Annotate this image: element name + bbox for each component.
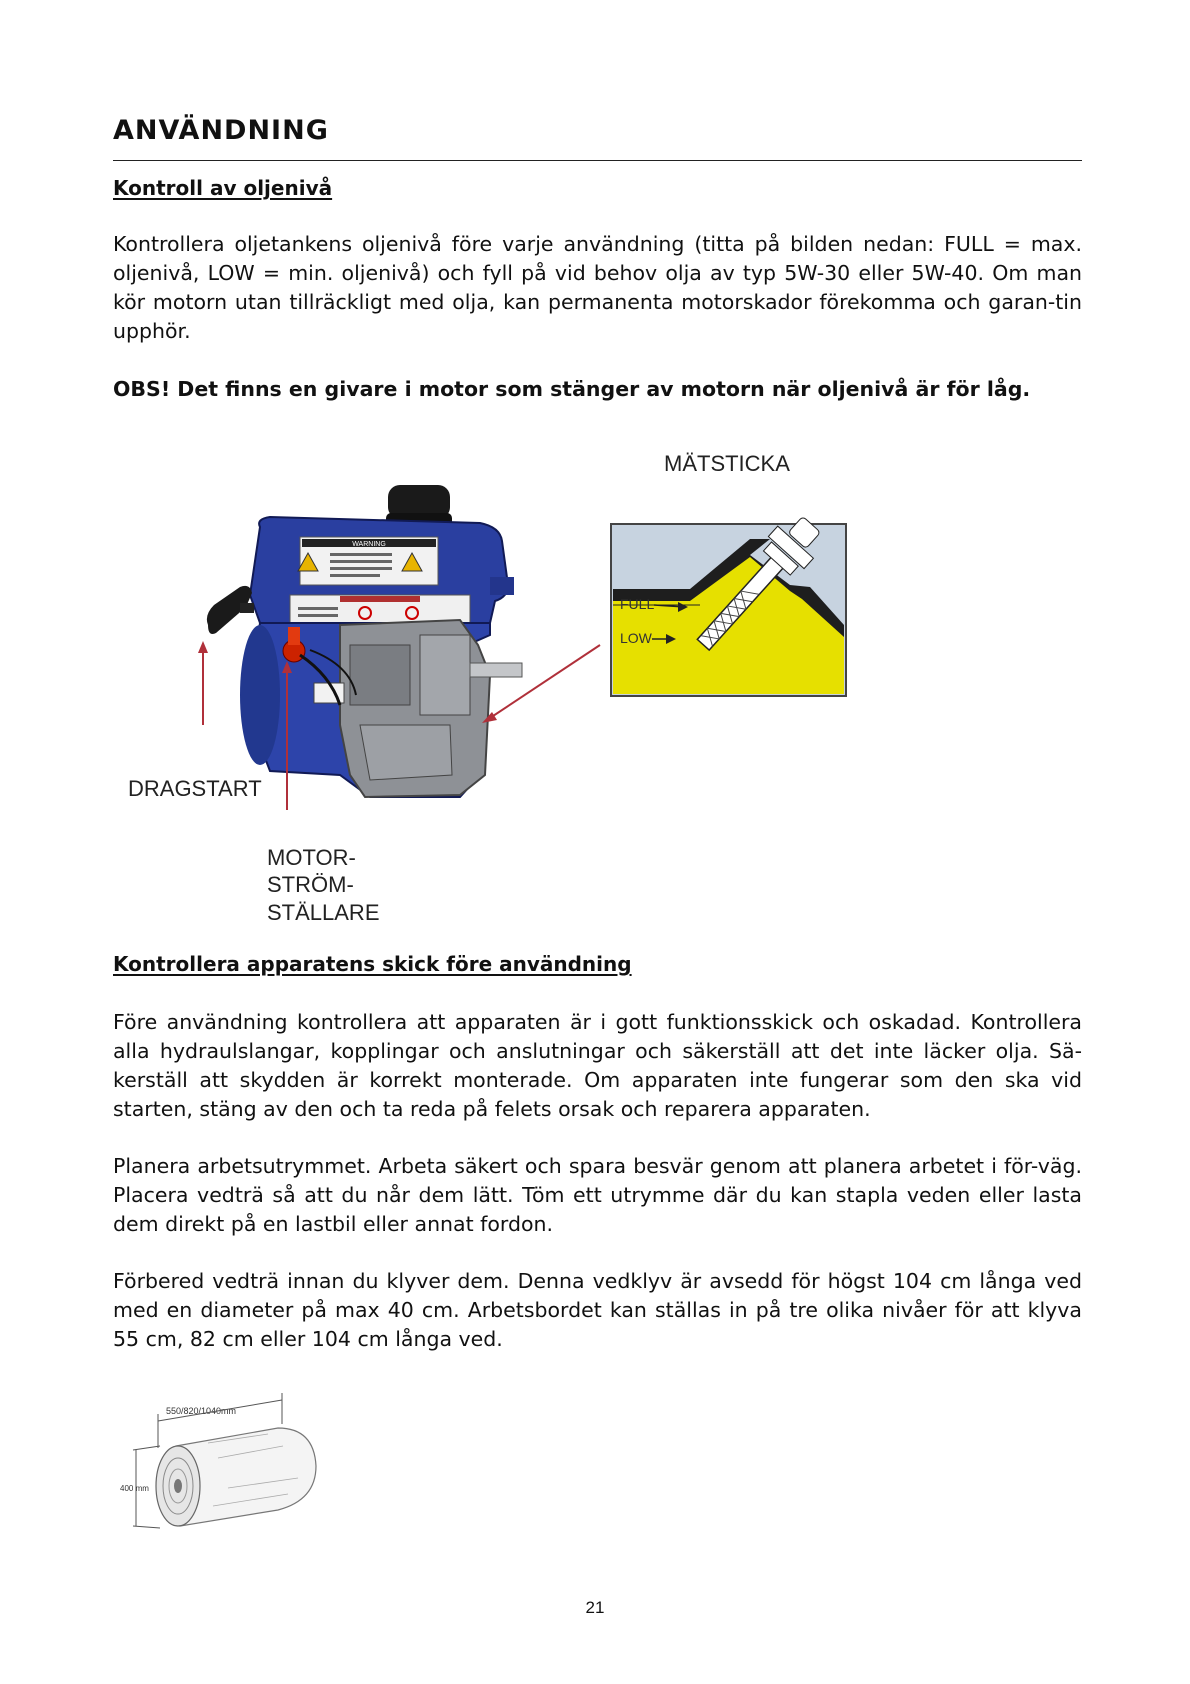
condition-check-paragraph: Före användning kontrollera att apparaten är i gott funktionsskick och oskadad. Kontrollera alla hydraulslangar, kopplingar och anslutningar och säkerställ att det inte läcker olja. Sä-kerställ att skydden är korrekt monterade. Om apparaten inte fungerar som den ska vid starten, stäng av den och ta reda på felets orsak och reparera apparaten.	[113, 1010, 1082, 1121]
log-length-label: 550/820/1040mm	[166, 1406, 237, 1416]
dipstick-arrow	[490, 645, 600, 718]
oil-sensor-note: OBS! Det finns en givare i motor som stänger av motorn när oljenivå är för låg.	[113, 377, 1031, 401]
log-diameter-label: 400 mm	[120, 1484, 149, 1493]
log-dimensions-figure	[118, 1388, 333, 1548]
section-title-condition-check: Kontrollera apparatens skick före användning	[113, 952, 632, 976]
heading-rule	[113, 160, 1082, 161]
page-number: 21	[585, 1598, 605, 1617]
engine-figure	[190, 475, 850, 850]
engine-switch-label-3: STÄLLARE	[267, 900, 380, 925]
section-title-oil-level: Kontroll av oljenivå	[113, 176, 333, 200]
dipstick-label: MÄTSTICKA	[664, 451, 790, 476]
output-shaft	[470, 663, 522, 677]
sticker-warning-text: WARNING	[352, 541, 386, 548]
page-heading: ANVÄNDNING	[113, 115, 329, 146]
workspace-paragraph: Planera arbetsutrymmet. Arbeta säkert och spara besvär genom att planera arbetet i för-väg. Placera vedträ så att du når dem lätt. Töm ett utrymme där du kan stapla veden eller lasta dem direkt på en lastbil eller annat fordon.	[113, 1154, 1082, 1236]
engine-switch-label-2: STRÖM-	[267, 872, 354, 897]
dipstick-diagram	[611, 508, 846, 696]
pull-start-label: DRAGSTART	[128, 776, 262, 801]
engine-switch-label-1: MOTOR-	[267, 845, 356, 870]
wood-preparation-paragraph: Förbered vedträ innan du klyver dem. Denna vedklyv är avsedd för högst 104 cm långa ved med en diameter på max 40 cm. Arbetsbordet kan ställas in på tre olika nivåer för att klyva 55 cm, 82 cm eller 104 cm långa ved.	[113, 1269, 1082, 1351]
oil-level-paragraph: Kontrollera oljetankens oljenivå före varje användning (titta på bilden nedan: FULL = max. oljenivå, LOW = min. oljenivå) och fyll på vid behov olja av typ 5W-30 eller 5W-40. Om man kör motorn utan tillräckligt med olja, kan permanenta motorskador förekomma och garan-tin upphör.	[113, 232, 1082, 343]
low-label: LOW	[620, 630, 652, 646]
full-label: FULL	[620, 596, 655, 612]
